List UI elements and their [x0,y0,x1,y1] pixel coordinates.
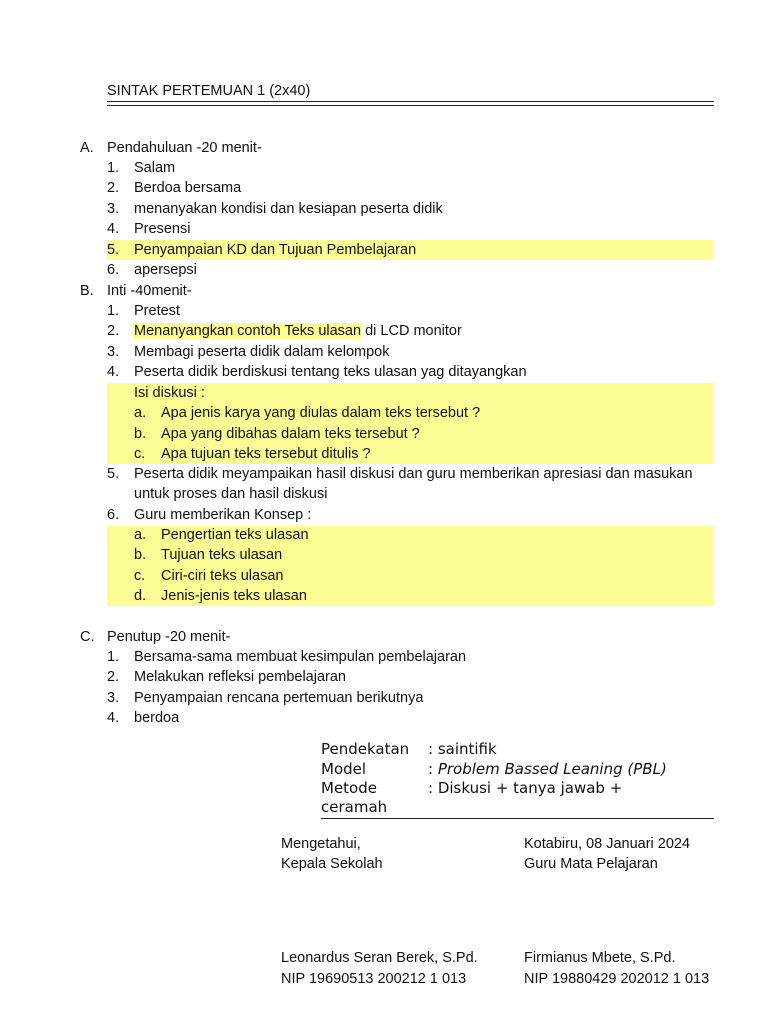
list-item-number: 1. [107,649,120,665]
pendekatan-value: : saintifik [428,740,497,758]
signature-left-nip: NIP 19690513 200212 1 013 [281,971,467,987]
signature-left-line2: Kepala Sekolah [281,856,383,872]
metode-label: Metode [321,779,377,797]
list-item: apersepsi [134,262,197,278]
sub-item: Ciri-ciri teks ulasan [161,568,284,584]
list-item: Guru memberikan Konsep : [134,507,312,523]
list-item: Berdoa bersama [134,180,242,196]
document-title: SINTAK PERTEMUAN 1 (2x40) [107,83,311,99]
list-item-highlighted: Penyampaian KD dan Tujuan Pembelajaran [134,242,417,258]
highlighted-text: Menanyangkan contoh Teks ulasan [134,323,362,339]
sub-item-letter: a. [134,405,147,421]
list-item-number: 4. [107,364,120,380]
sub-item: Apa jenis karya yang diulas dalam teks tersebut ? [161,405,481,421]
list-item-number: 4. [107,710,120,726]
sub-item-letter: b. [134,426,147,442]
list-item: menanyakan kondisi dan kesiapan peserta didik [134,201,443,217]
list-item: Presensi [134,221,191,237]
sub-item: Apa yang dibahas dalam teks tersebut ? [161,426,420,442]
list-item-number: 6. [107,262,120,278]
list-item-number: 2. [107,323,120,339]
signature-left-name: Leonardus Seran Berek, S.Pd. [281,950,478,966]
sub-item: Pengertian teks ulasan [161,527,309,543]
list-item: Penyampaian rencana pertemuan berikutnya [134,690,424,706]
model-colon: : [428,760,438,778]
signature-right-line2: Guru Mata Pelajaran [524,856,658,872]
list-item: berdoa [134,710,180,726]
list-item-number: 1. [107,160,120,176]
sub-item: Jenis-jenis teks ulasan [161,588,307,604]
signature-right-name: Firmianus Mbete, S.Pd. [524,950,676,966]
sub-item: Tujuan teks ulasan [161,547,283,563]
list-item-number: 5. [107,242,120,258]
signature-left-line1: Mengetahui, [281,836,361,852]
title-rule-bottom [107,105,714,106]
metode-continued: ceramah [321,798,388,816]
model-label: Model [321,760,367,778]
sub-item-letter: a. [134,527,147,543]
model-name: Problem Bassed Leaning (PBL) [437,760,667,778]
metode-value: : Diskusi + tanya jawab + [428,779,623,797]
signature-right-nip: NIP 19880429 202012 1 013 [524,971,710,987]
list-item: Pretest [134,303,180,319]
list-item [134,321,462,341]
section-c-heading: Penutup -20 menit- [107,629,231,645]
section-b-heading: Inti -40menit- [107,283,192,299]
sub-item: Apa tujuan teks tersebut ditulis ? [161,446,371,462]
model-value [428,759,667,779]
section-a-letter: A. [80,140,94,156]
discussion-heading: Isi diskusi : [134,385,205,401]
list-item: Salam [134,160,176,176]
list-item-number: 6. [107,507,120,523]
section-c-letter: C. [80,629,95,645]
section-b-letter: B. [80,283,94,299]
list-item-number: 1. [107,303,120,319]
signature-right-line1: Kotabiru, 08 Januari 2024 [524,836,691,852]
list-item-number: 2. [107,180,120,196]
section-a-heading: Pendahuluan -20 menit- [107,140,262,156]
plain-text: di LCD monitor [361,323,462,339]
list-item-line2: untuk proses dan hasil diskusi [134,486,328,502]
sub-item-letter: b. [134,547,147,563]
method-box-rule [321,818,714,819]
list-item-number: 3. [107,201,120,217]
list-item: Peserta didik berdiskusi tentang teks ulasan yag ditayangkan [134,364,527,380]
title-rule-top [107,101,714,102]
list-item-line1: Peserta didik meyampaikan hasil diskusi dan guru memberikan apresiasi dan masukan [134,466,693,482]
list-item-number: 2. [107,669,120,685]
sub-item-letter: d. [134,588,147,604]
list-item-number: 3. [107,344,120,360]
list-item: Membagi peserta didik dalam kelompok [134,344,390,360]
list-item: Bersama-sama membuat kesimpulan pembelajaran [134,649,467,665]
list-item-number: 5. [107,466,120,482]
list-item: Melakukan refleksi pembelajaran [134,669,346,685]
list-item-number: 4. [107,221,120,237]
pendekatan-label: Pendekatan [321,740,410,758]
sub-item-letter: c. [134,446,146,462]
list-item-number: 3. [107,690,120,706]
sub-item-letter: c. [134,568,146,584]
